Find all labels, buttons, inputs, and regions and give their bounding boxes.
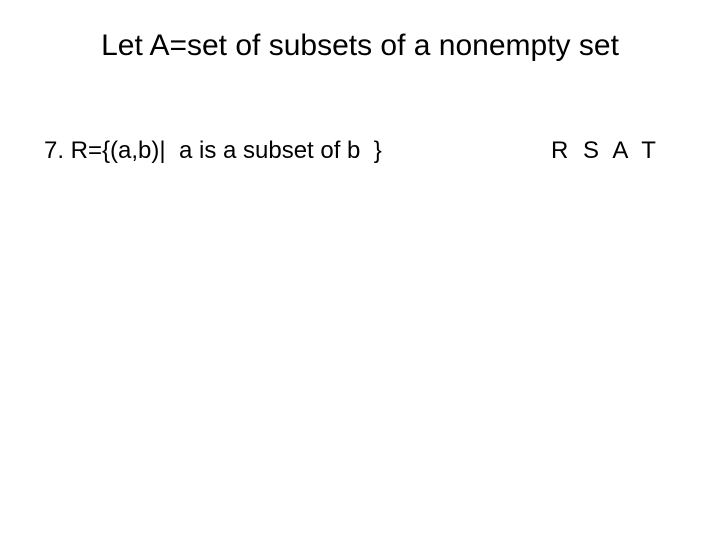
slide-title: Let A=set of subsets of a nonempty set	[101, 29, 619, 62]
relation-properties: R S A T	[551, 137, 660, 164]
relation-statement: 7. R={(a,b)| a is a subset of b }	[44, 137, 382, 164]
